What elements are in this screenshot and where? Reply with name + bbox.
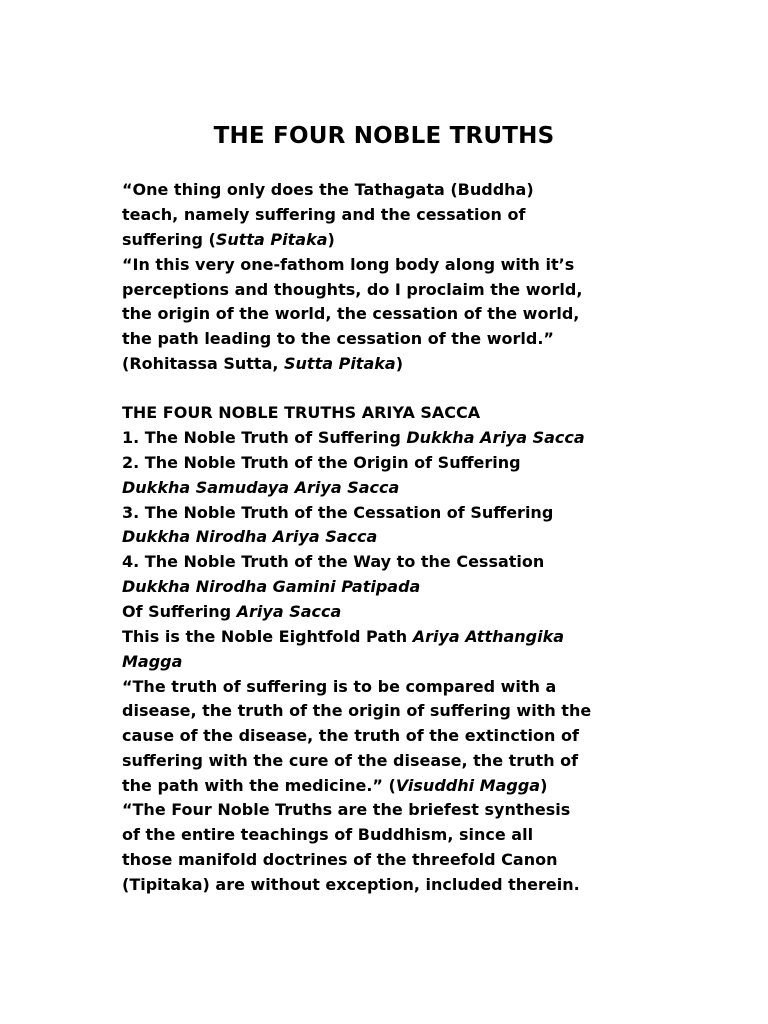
text-line-19: Magga <box>122 652 183 671</box>
text-line-10: 1. The Noble Truth of Suffering Dukkha Ariya Sacca <box>122 428 585 447</box>
text-line-6: the origin of the world, the cessation of the world, <box>122 304 580 323</box>
page-title: THE FOUR NOBLE TRUTHS <box>213 123 555 149</box>
text-line-17: Of Suffering Ariya Sacca <box>122 602 342 621</box>
text-line-8: (Rohitassa Sutta, Sutta Pitaka) <box>122 354 403 373</box>
text-line-20: “The truth of suffering is to be compared with a <box>122 677 557 696</box>
text-line-7: the path leading to the cessation of the world.” <box>122 329 554 348</box>
text-line-27: those manifold doctrines of the threefold Canon <box>122 850 558 869</box>
text-line-23: suffering with the cure of the disease, the truth of <box>122 751 579 770</box>
text-line-13: 3. The Noble Truth of the Cessation of Suffering <box>122 503 554 522</box>
text-line-16: Dukkha Nirodha Gamini Patipada <box>122 577 421 596</box>
section-heading: THE FOUR NOBLE TRUTHS ARIYA SACCA <box>122 403 481 422</box>
text-line-25: “The Four Noble Truths are the briefest synthesis <box>122 800 571 819</box>
text-line-3: suffering (Sutta Pitaka) <box>122 230 335 249</box>
text-line-4: “In this very one-fathom long body along with it’s <box>122 255 575 274</box>
text-line-18: This is the Noble Eightfold Path Ariya Atthangika <box>122 627 565 646</box>
text-line-5: perceptions and thoughts, do I proclaim the world, <box>122 280 583 299</box>
text-line-24: the path with the medicine.” (Visuddhi Magga) <box>122 776 548 795</box>
text-line-22: cause of the disease, the truth of the extinction of <box>122 726 579 745</box>
text-line-12: Dukkha Samudaya Ariya Sacca <box>122 478 400 497</box>
text-line-1: “One thing only does the Tathagata (Buddha) <box>122 180 534 199</box>
text-line-28: (Tipitaka) are without exception, included therein. <box>122 875 580 894</box>
text-line-26: of the entire teachings of Buddhism, since all <box>122 825 534 844</box>
text-line-21: disease, the truth of the origin of suffering with the <box>122 701 592 720</box>
text-line-2: teach, namely suffering and the cessation of <box>122 205 526 224</box>
text-line-15: 4. The Noble Truth of the Way to the Cessation <box>122 552 545 571</box>
text-line-14: Dukkha Nirodha Ariya Sacca <box>122 527 378 546</box>
text-line-11: 2. The Noble Truth of the Origin of Suffering <box>122 453 521 472</box>
